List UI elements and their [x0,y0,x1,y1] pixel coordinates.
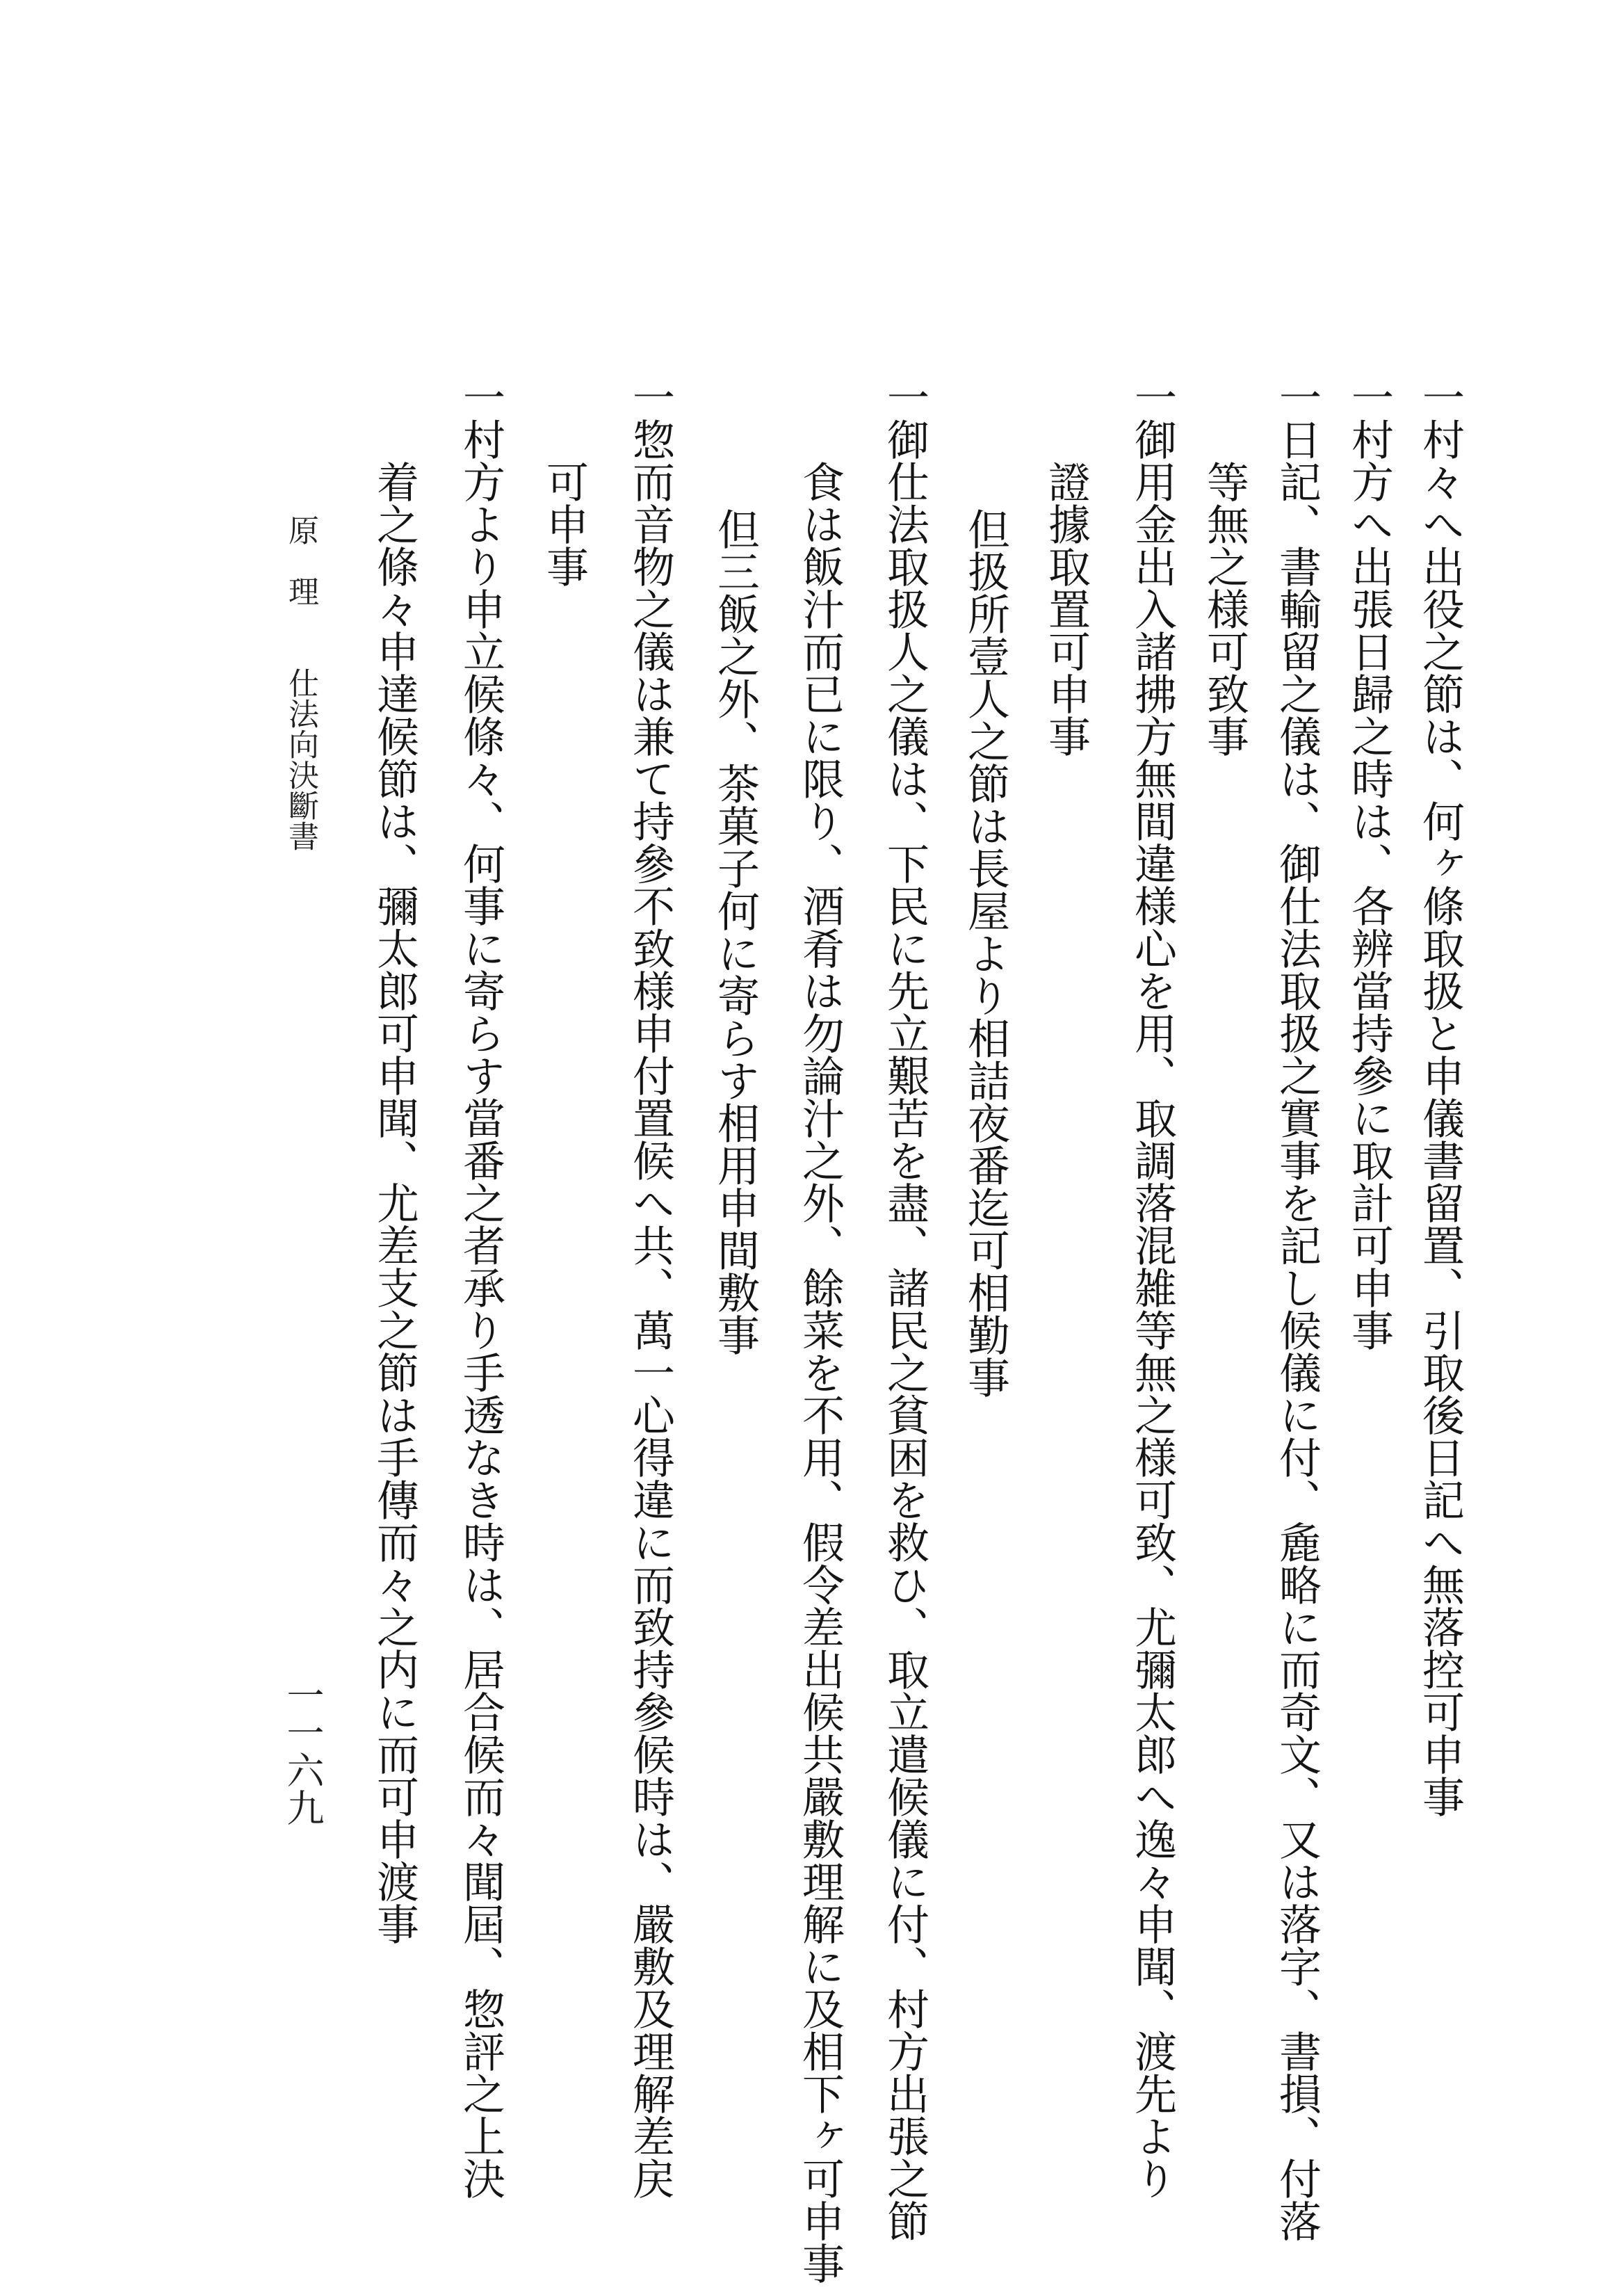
text-column-3: 一日記、書輸留之儀は、御仕法取扱之實事を記し候儀に付、麁略に而奇文、又は落字、書損、付落 [1272,376,1322,2242]
text-column-11: 一惣而音物之儀は兼て持參不致様申付置候へ共、萬一心得違に而致持參候時は、嚴敷及理解差戻 [626,376,675,2200]
text-column-12: 可申事 [539,460,589,588]
text-column-6: 證據取置可申事 [1041,460,1091,757]
running-head: 原 理 仕法向決斷書 [283,515,318,851]
text-column-2: 一村方へ出張日歸之時は、各辨當持參に取計可申事 [1345,376,1394,1351]
text-column-5: 一御用金出入諸拂方無間違様心を用、取調落混雑等無之様可致、尤彌太郎へ逸々申聞、渡先より [1128,376,1177,2200]
text-column-9: 食は飯汁而已に限り、酒肴は勿論汁之外、餘菜を不用、假令差出候共嚴敷理解に及相下ヶ可申事 [795,460,845,2284]
text-column-4: 等無之様可致事 [1200,460,1249,757]
page-number: 一一六九 [281,1676,325,1826]
text-column-14: 着之條々申達候節は、彌太郎可申聞、尤差支之節は手傳而々之内に而可申渡事 [370,460,419,1945]
text-column-1: 一村々へ出役之節は、何ヶ條取扱と申儀書留置、引取後日記へ無落控可申事 [1415,376,1465,1818]
text-column-7: 但扱所壹人之節は長屋より相詰夜番迄可相勤事 [961,508,1010,1398]
text-column-13: 一村方より申立候條々、何事に寄らす當番之者承り手透なき時は、居合候而々聞屆、惣評之上決 [456,376,505,2200]
text-column-10: 但三飯之外、茶菓子何に寄らす相用申間敷事 [710,508,760,1356]
text-column-8: 一御仕法取扱人之儀は、下民に先立艱苦を盡、諸民之貧困を救ひ、取立遣候儀に付、村方出張之節 [880,376,929,2242]
